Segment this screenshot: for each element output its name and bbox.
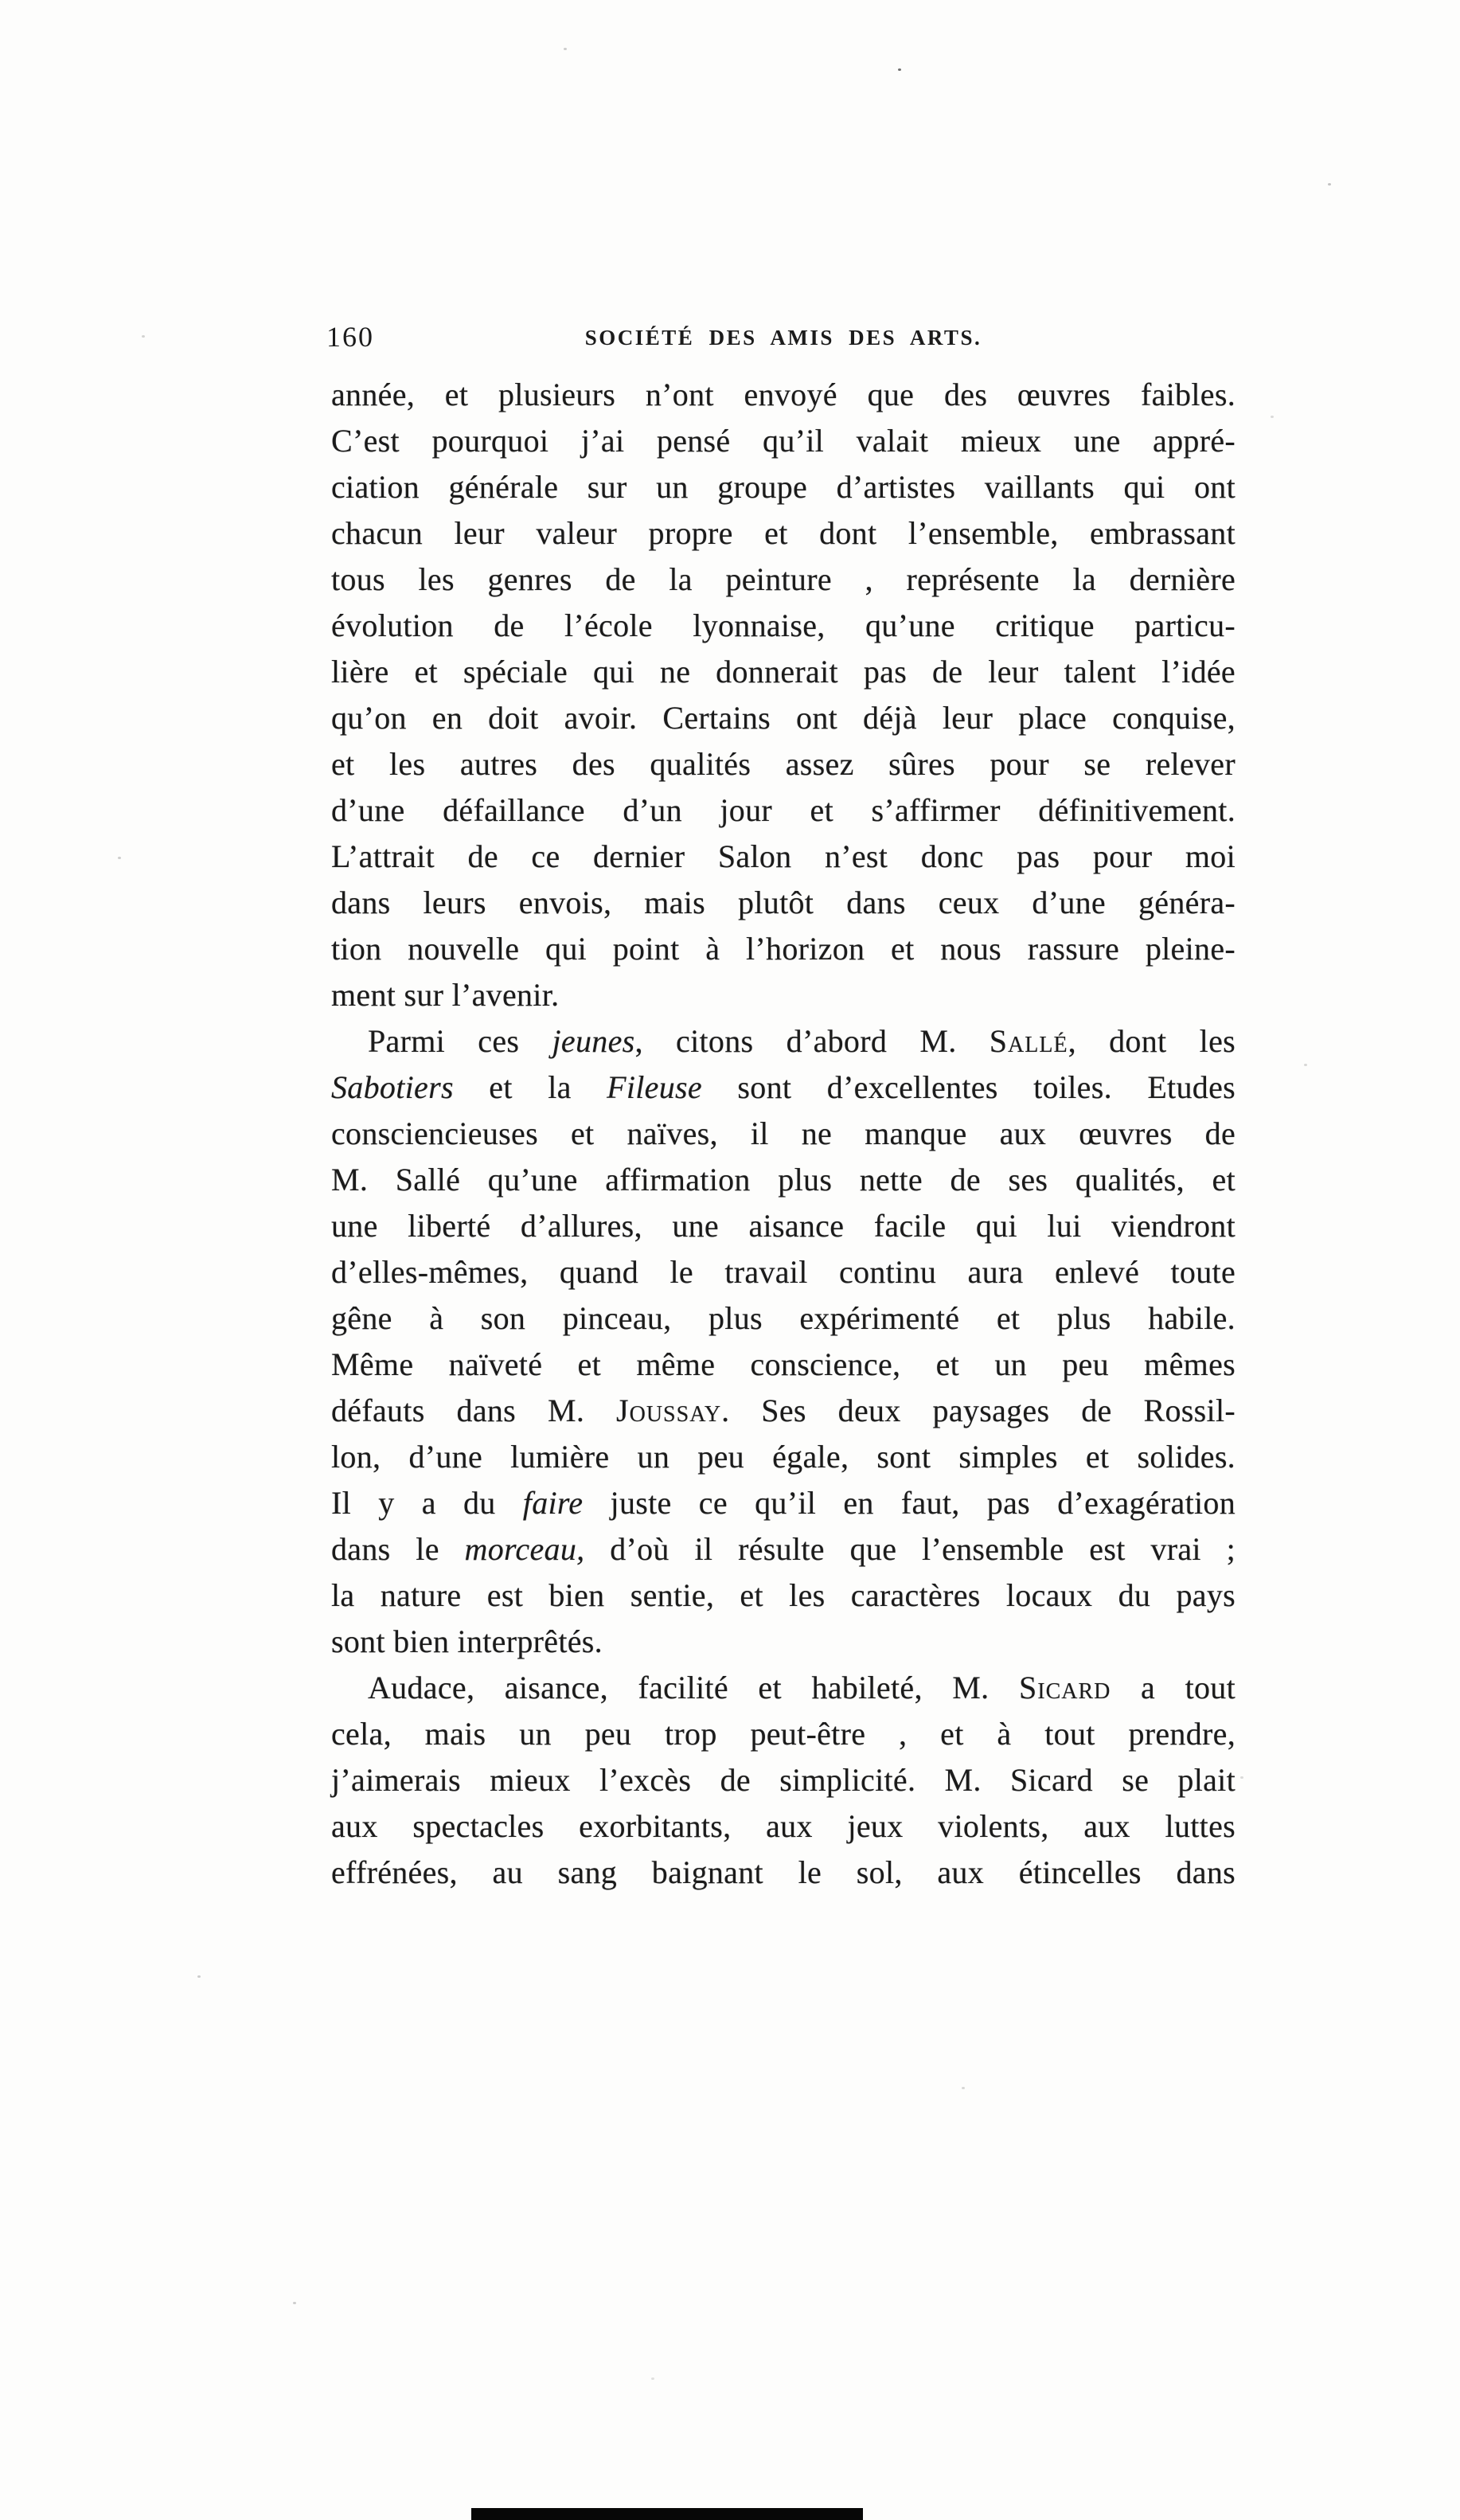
text-segment: lière et spéciale qui ne donnerait pas de leur talent l’idée xyxy=(331,654,1236,690)
page-number: 160 xyxy=(326,321,374,353)
text-segment: ment sur l’avenir. xyxy=(331,977,560,1013)
text-segment: dans le xyxy=(331,1531,465,1567)
text-segment: sont bien interprêtés. xyxy=(331,1623,603,1659)
text-line xyxy=(331,1850,1236,1896)
text-segment: aux spectacles exorbitants, aux jeux violents, aux luttes xyxy=(331,1808,1236,1844)
text-segment: Audace, aisance, facilité et habileté, M. xyxy=(368,1670,1020,1705)
text-segment: L’attrait de ce dernier Salon n’est donc pas pour moi xyxy=(331,838,1236,874)
text-segment: la nature est bien sentie, et les caractères locaux du pays xyxy=(331,1577,1236,1613)
text-segment: . Ses deux paysages de Rossil- xyxy=(721,1393,1236,1428)
text-segment-italic: Sabotiers xyxy=(331,1069,454,1105)
scan-artifact-bar xyxy=(471,2508,863,2520)
text-segment: et les autres des qualités assez sûres pour se relever xyxy=(331,746,1236,782)
text-segment: et la xyxy=(453,1069,607,1105)
text-line xyxy=(331,1480,1236,1526)
text-line xyxy=(331,834,1236,880)
text-line xyxy=(331,1342,1236,1388)
text-segment-smallcaps: Sallé xyxy=(989,1023,1068,1059)
text-segment: Parmi ces xyxy=(368,1023,552,1059)
text-segment: chacun leur valeur propre et dont l’ensemble, embrassant xyxy=(331,515,1236,551)
text-line xyxy=(331,1757,1236,1803)
text-segment: d’où il résulte que l’ensemble est vrai ; xyxy=(584,1531,1236,1567)
text-line xyxy=(331,649,1236,695)
text-line xyxy=(331,1526,1236,1573)
text-line xyxy=(331,1388,1236,1434)
text-segment: tous les genres de la peinture , représente la dernière xyxy=(331,561,1236,597)
text-line xyxy=(331,926,1236,972)
text-segment: évolution de l’école lyonnaise, qu’une critique particu- xyxy=(331,608,1236,643)
scan-noise-specks xyxy=(898,68,901,71)
text-line xyxy=(331,1111,1236,1157)
text-line xyxy=(331,510,1236,557)
text-segment: C’est pourquoi j’ai pensé qu’il valait mieux une appré- xyxy=(331,423,1236,459)
text-line xyxy=(331,1249,1236,1295)
text-segment: défauts dans M. xyxy=(331,1393,617,1428)
text-segment-italic: faire xyxy=(522,1485,584,1521)
text-line xyxy=(331,1434,1236,1480)
text-segment: cela, mais un peu trop peut-être , et à tout prendre, xyxy=(331,1716,1236,1752)
text-segment: M. Sallé qu’une affirmation plus nette de ses qualités, et xyxy=(331,1162,1236,1197)
text-line xyxy=(331,1295,1236,1342)
running-title: SOCIÉTÉ DES AMIS DES ARTS. xyxy=(584,326,982,350)
text-line xyxy=(331,1203,1236,1249)
body-text xyxy=(331,372,1236,1896)
text-segment-smallcaps: Joussay xyxy=(616,1393,722,1428)
text-segment: sont d’excellentes toiles. Etudes xyxy=(701,1069,1236,1105)
text-line xyxy=(331,464,1236,510)
text-segment-italic: Fileuse xyxy=(607,1069,702,1105)
text-segment: année, et plusieurs n’ont envoyé que des œuvres faibles. xyxy=(331,377,1236,412)
text-segment: qu’on en doit avoir. Certains ont déjà leur place conquise, xyxy=(331,700,1236,736)
text-line xyxy=(331,557,1236,603)
text-segment: a tout xyxy=(1111,1670,1236,1705)
text-segment: juste ce qu’il en faut, pas d’exagération xyxy=(583,1485,1236,1521)
text-segment-smallcaps: Sicard xyxy=(1019,1670,1111,1705)
text-line xyxy=(331,695,1236,741)
text-segment: consciencieuses et naïves, il ne manque aux œuvres de xyxy=(331,1115,1236,1151)
text-line xyxy=(331,972,1236,1018)
text-line xyxy=(331,787,1236,834)
text-line xyxy=(331,418,1236,464)
text-segment: , citons d’abord M. xyxy=(634,1023,990,1059)
text-segment: tion nouvelle qui point à l’horizon et nous rassure pleine- xyxy=(331,931,1236,967)
text-segment: ciation générale sur un groupe d’artistes vaillants qui ont xyxy=(331,469,1236,505)
text-line xyxy=(331,372,1236,418)
text-segment: j’aimerais mieux l’excès de simplicité. M. Sicard se plait xyxy=(331,1762,1236,1798)
text-segment-italic: jeunes xyxy=(552,1023,635,1059)
text-segment: Même naïveté et même conscience, et un peu mêmes xyxy=(331,1346,1236,1382)
text-segment-italic: morceau, xyxy=(464,1531,585,1567)
text-line xyxy=(331,1573,1236,1619)
text-line xyxy=(331,603,1236,649)
text-segment: gêne à son pinceau, plus expérimenté et plus habile. xyxy=(331,1300,1236,1336)
text-segment: Il y a du xyxy=(331,1485,523,1521)
text-line xyxy=(331,1018,1236,1065)
text-line xyxy=(331,1665,1236,1711)
text-line xyxy=(331,880,1236,926)
text-line xyxy=(331,1803,1236,1850)
text-segment: dans leurs envois, mais plutôt dans ceux d’une généra- xyxy=(331,885,1236,920)
text-line xyxy=(331,741,1236,787)
text-segment: effrénées, au sang baignant le sol, aux étincelles dans xyxy=(331,1854,1236,1890)
text-line xyxy=(331,1157,1236,1203)
text-segment: une liberté d’allures, une aisance facile qui lui viendront xyxy=(331,1208,1236,1244)
text-segment: d’elles-mêmes, quand le travail continu aura enlevé toute xyxy=(331,1254,1236,1290)
text-line xyxy=(331,1065,1236,1111)
page-header xyxy=(326,318,1236,360)
text-segment: lon, d’une lumière un peu égale, sont simples et solides. xyxy=(331,1439,1236,1475)
text-segment: , dont les xyxy=(1068,1023,1236,1059)
text-segment: d’une défaillance d’un jour et s’affirmer définitivement. xyxy=(331,792,1236,828)
text-line xyxy=(331,1711,1236,1757)
text-line xyxy=(331,1619,1236,1665)
